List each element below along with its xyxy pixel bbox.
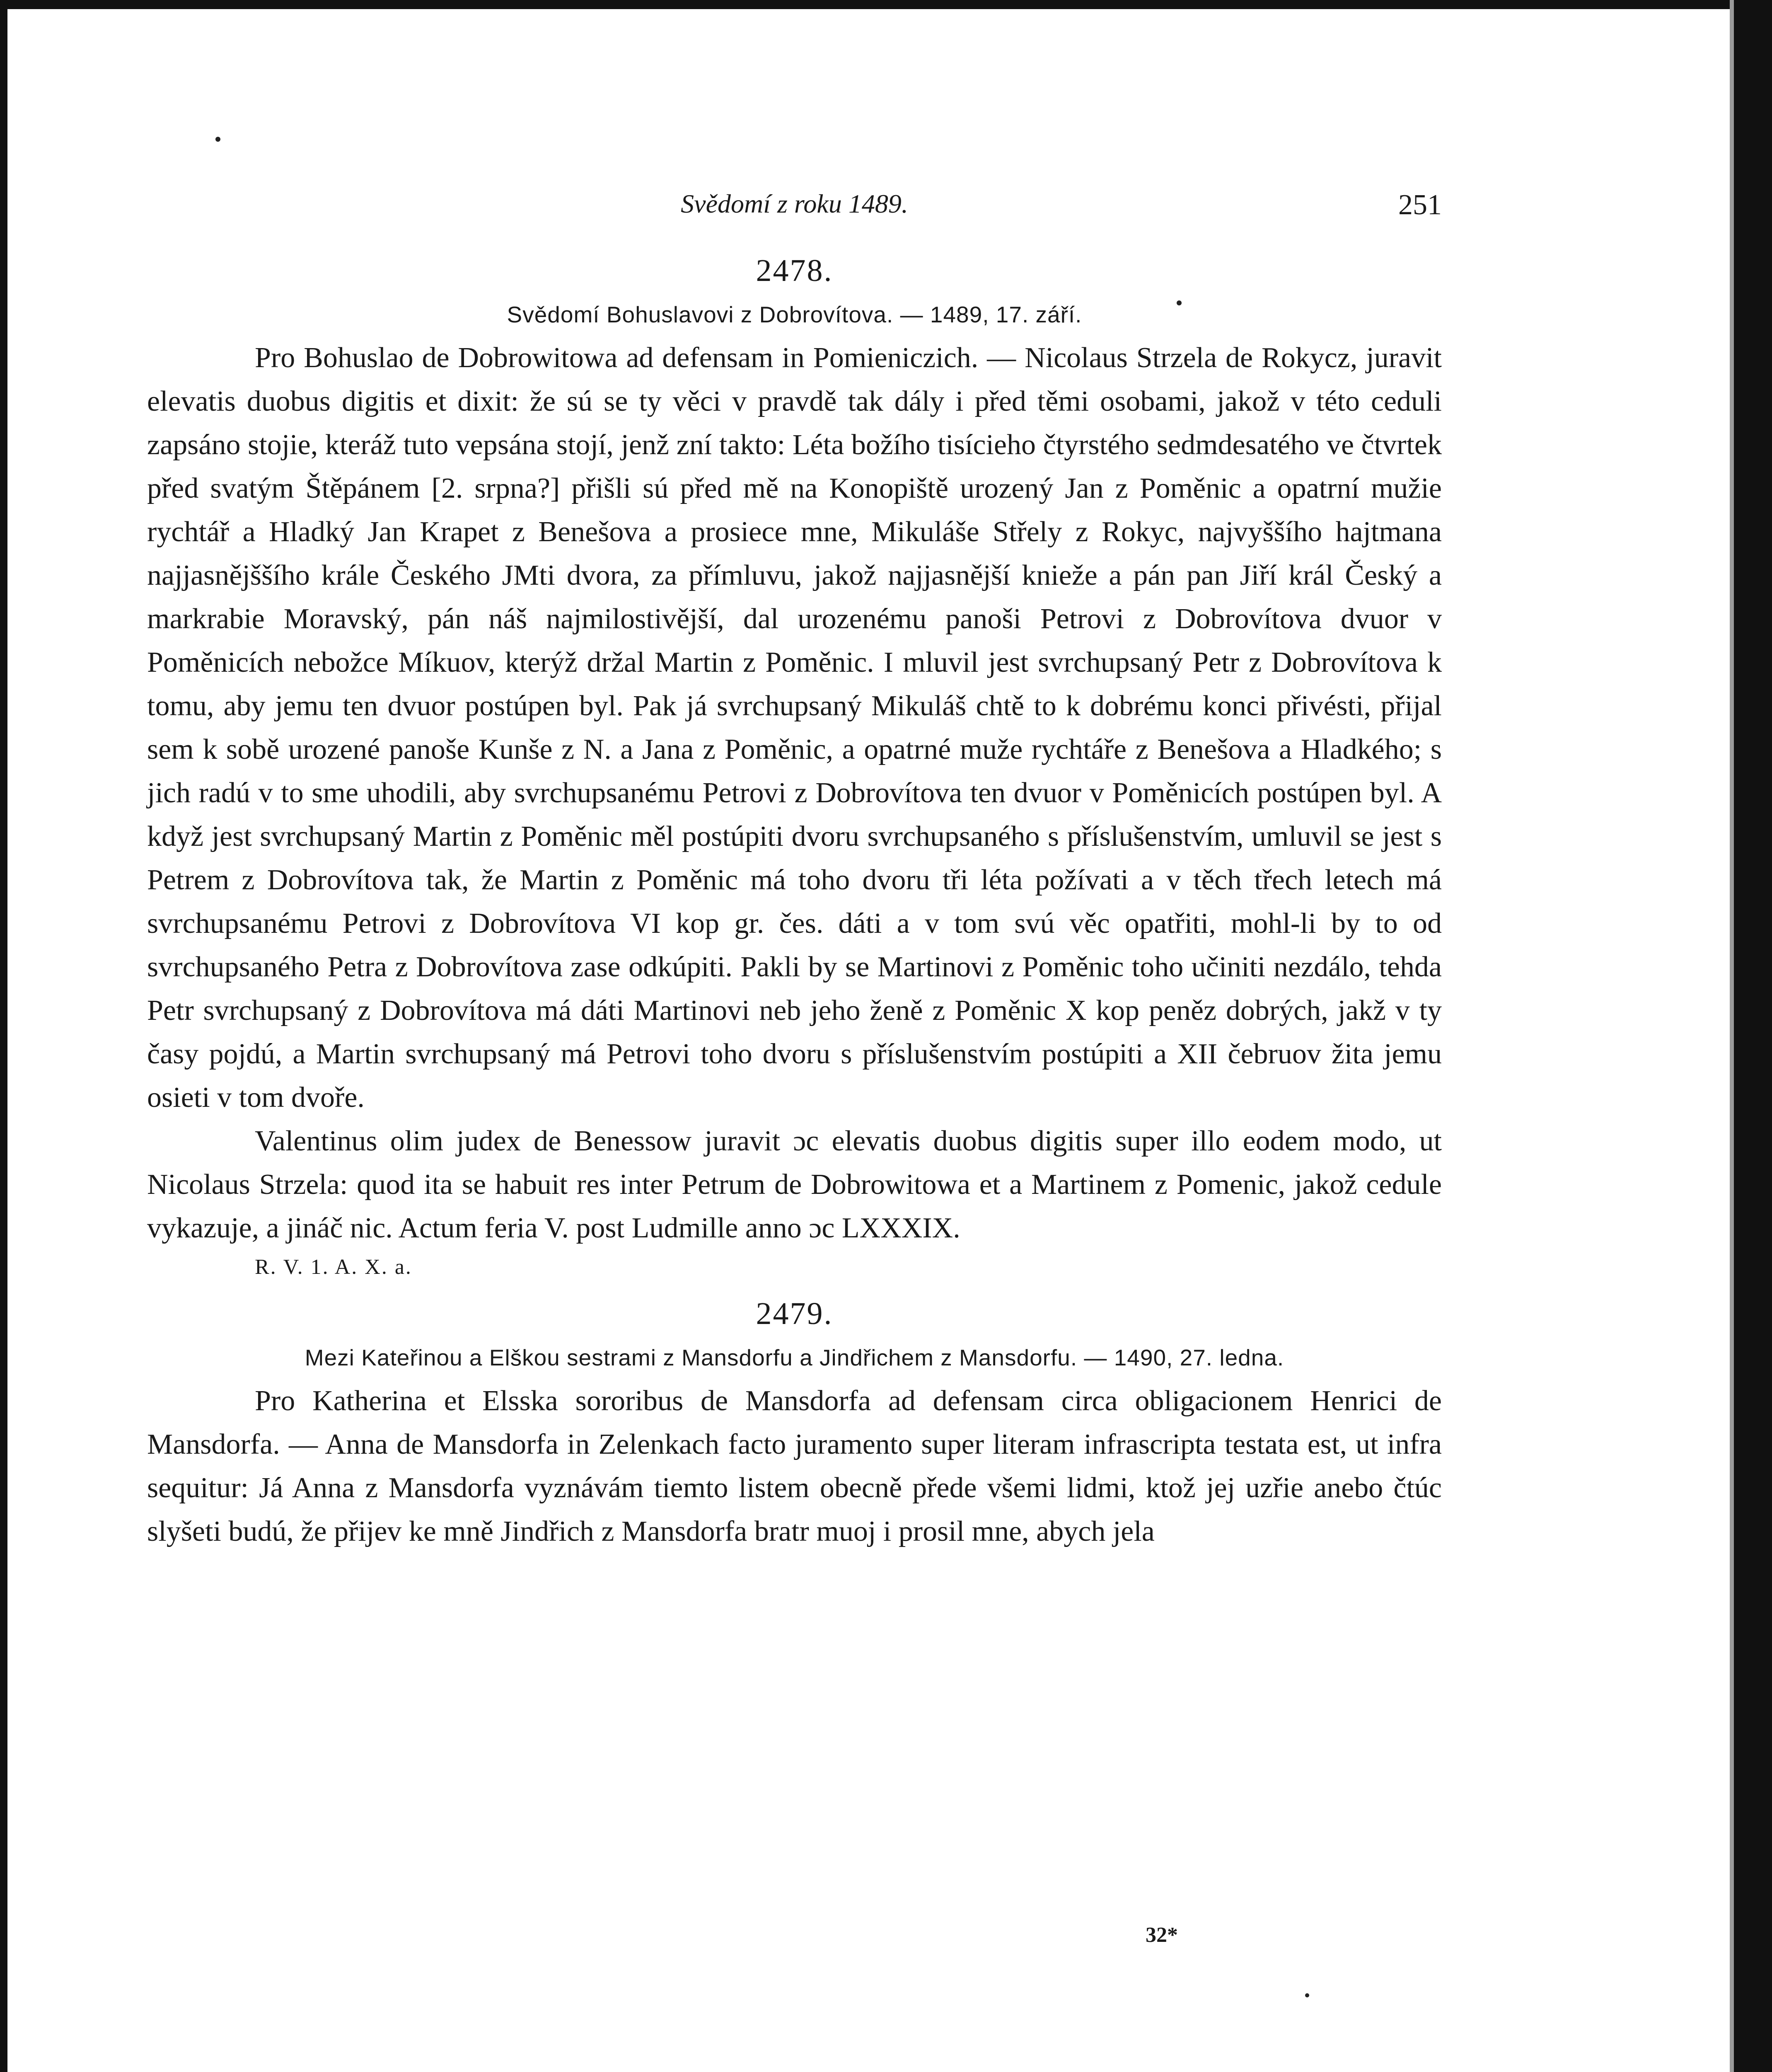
entry-paragraph: Pro Katherina et Elsska sororibus de Mansdorfa ad defensam circa obligacionem Henrici de Mansdorfa. — Anna de Mansdorfa in Zelenkach facto juramento super literam infrascripta testata est, ut infra sequitur: Já Anna z Mansdorfa vyznávám tiemto listem obecně přede všemi lidmi, ktož jej uzřie anebo čtúc slyšeti budú, že přijev ke mně Jindřich z Mansdorfa bratr muoj i prosil mne, abych jela [147, 1385, 1442, 1547]
printer-signature-mark: 32* [1146, 1923, 1178, 1947]
entry-number: 2478. [756, 253, 833, 288]
entry-paragraph: Pro Bohuslao de Dobrowitowa ad defensam in Pomieniczich. — Nicolaus Strzela de Rokycz, juravit elevatis duobus digitis et dixit: že sú se ty věci v pravdě tak dály i před těmi osobami, jakož v této ceduli zapsáno stojie, kteráž tuto vepsána stojí, jenž zní takto: Léta božího tisícieho čtyrstého sedmdesatého ve čtvrtek před svatým Štěpánem [2. srpna?] přišli sú před mě na Konopiště urozený Jan z Poměnic a opatrní mužie rychtář a Hladký Jan Krapet z Benešova a prosiece mne, Mikuláše Střely z Rokyc, najvyššího hajtmana najjasnějššího krále Českého JMti dvora, za přímluvu, jakož najjasnější knieže a pán pan Jiří král Český a markrabie Moravský, pán náš najmilostivější, dal urozenému panoši Petrovi z Dobrovítova dvuor v Poměnicích nebožce Míkuov, kterýž držal Martin z Poměnic. I mluvil jest svrchupsaný Petr z Dobrovítova k tomu, aby jemu ten dvuor postúpen byl. Pak já svrchupsaný Mikuláš chtě to k dobrému konci přivésti, přijal sem k sobě urozené panoše Kunše z N. a Jana z Poměnic, a opatrné muže rychtáře z Benešova a Hladkého; s jich radú v to sme uhodili, aby svrchupsanému Petrovi z Dobrovítova ten dvuor v Poměnicích postúpen byl. A když jest svrchupsaný Martin z Poměnic měl postúpiti dvoru svrchupsaného s příslušenstvím, umluvil se jest s Petrem z Dobrovítova tak, že Martin z Poměnic má toho dvoru tři léta požívati a v těch třech letech má svrchupsanému Petrovi z Dobrovítova VI kop gr. čes. dáti a v tom svú věc opatřiti, mohl-li by to od svrchupsaného Petra z Dobrovítova zase odkúpiti. Pakli by se Martinovi z Poměnic toho učiniti nezdálo, tehda Petr svrchupsaný z Dobrovítova má dáti Martinovi neb jeho ženě z Poměnic X kop peněz dobrých, jakž v ty časy pojdú, a Martin svrchupsaný má Petrovi toho dvoru s příslušenstvím postúpiti a XII čebruov žita jemu osieti v tom dvoře. [147, 342, 1442, 1113]
scan-border-left [0, 0, 7, 2072]
page-number: 251 [1398, 189, 1442, 221]
entry-title: Svědomí Bohuslavovi z Dobrovítova. — 1489, 17. září. [507, 302, 1082, 327]
page-header [147, 174, 1442, 240]
entry-2479 [147, 1296, 1442, 1553]
running-head: Svědomí z roku 1489. [681, 189, 908, 218]
scan-border-top [0, 0, 1772, 9]
scan-speck [1305, 1993, 1309, 1997]
entry-paragraph: Valentinus olim judex de Benessow juravit ɔc elevatis duobus digitis super illo eodem modo, ut Nicolaus Strzela: quod ita se habuit res inter Petrum de Dobrowitowa et a Martinem z Pomenic, jakož cedule vykazuje, a jináč nic. Actum feria V. post Ludmille anno ɔc LXXXIX. [147, 1125, 1442, 1244]
archive-signature: R. V. 1. A. X. a. [255, 1255, 412, 1279]
scan-border-right [1734, 0, 1772, 2072]
scan-speck [1177, 300, 1182, 305]
entry-2478 [147, 253, 1442, 1279]
scan-border-right-inner [1730, 0, 1734, 2072]
entry-title: Mezi Kateřinou a Elškou sestrami z Mansdorfu a Jindřichem z Mansdorfu. — 1490, 27. ledna. [305, 1345, 1284, 1370]
scan-speck [215, 137, 220, 142]
entry-number: 2479. [756, 1296, 833, 1331]
page-content [147, 174, 1442, 1553]
